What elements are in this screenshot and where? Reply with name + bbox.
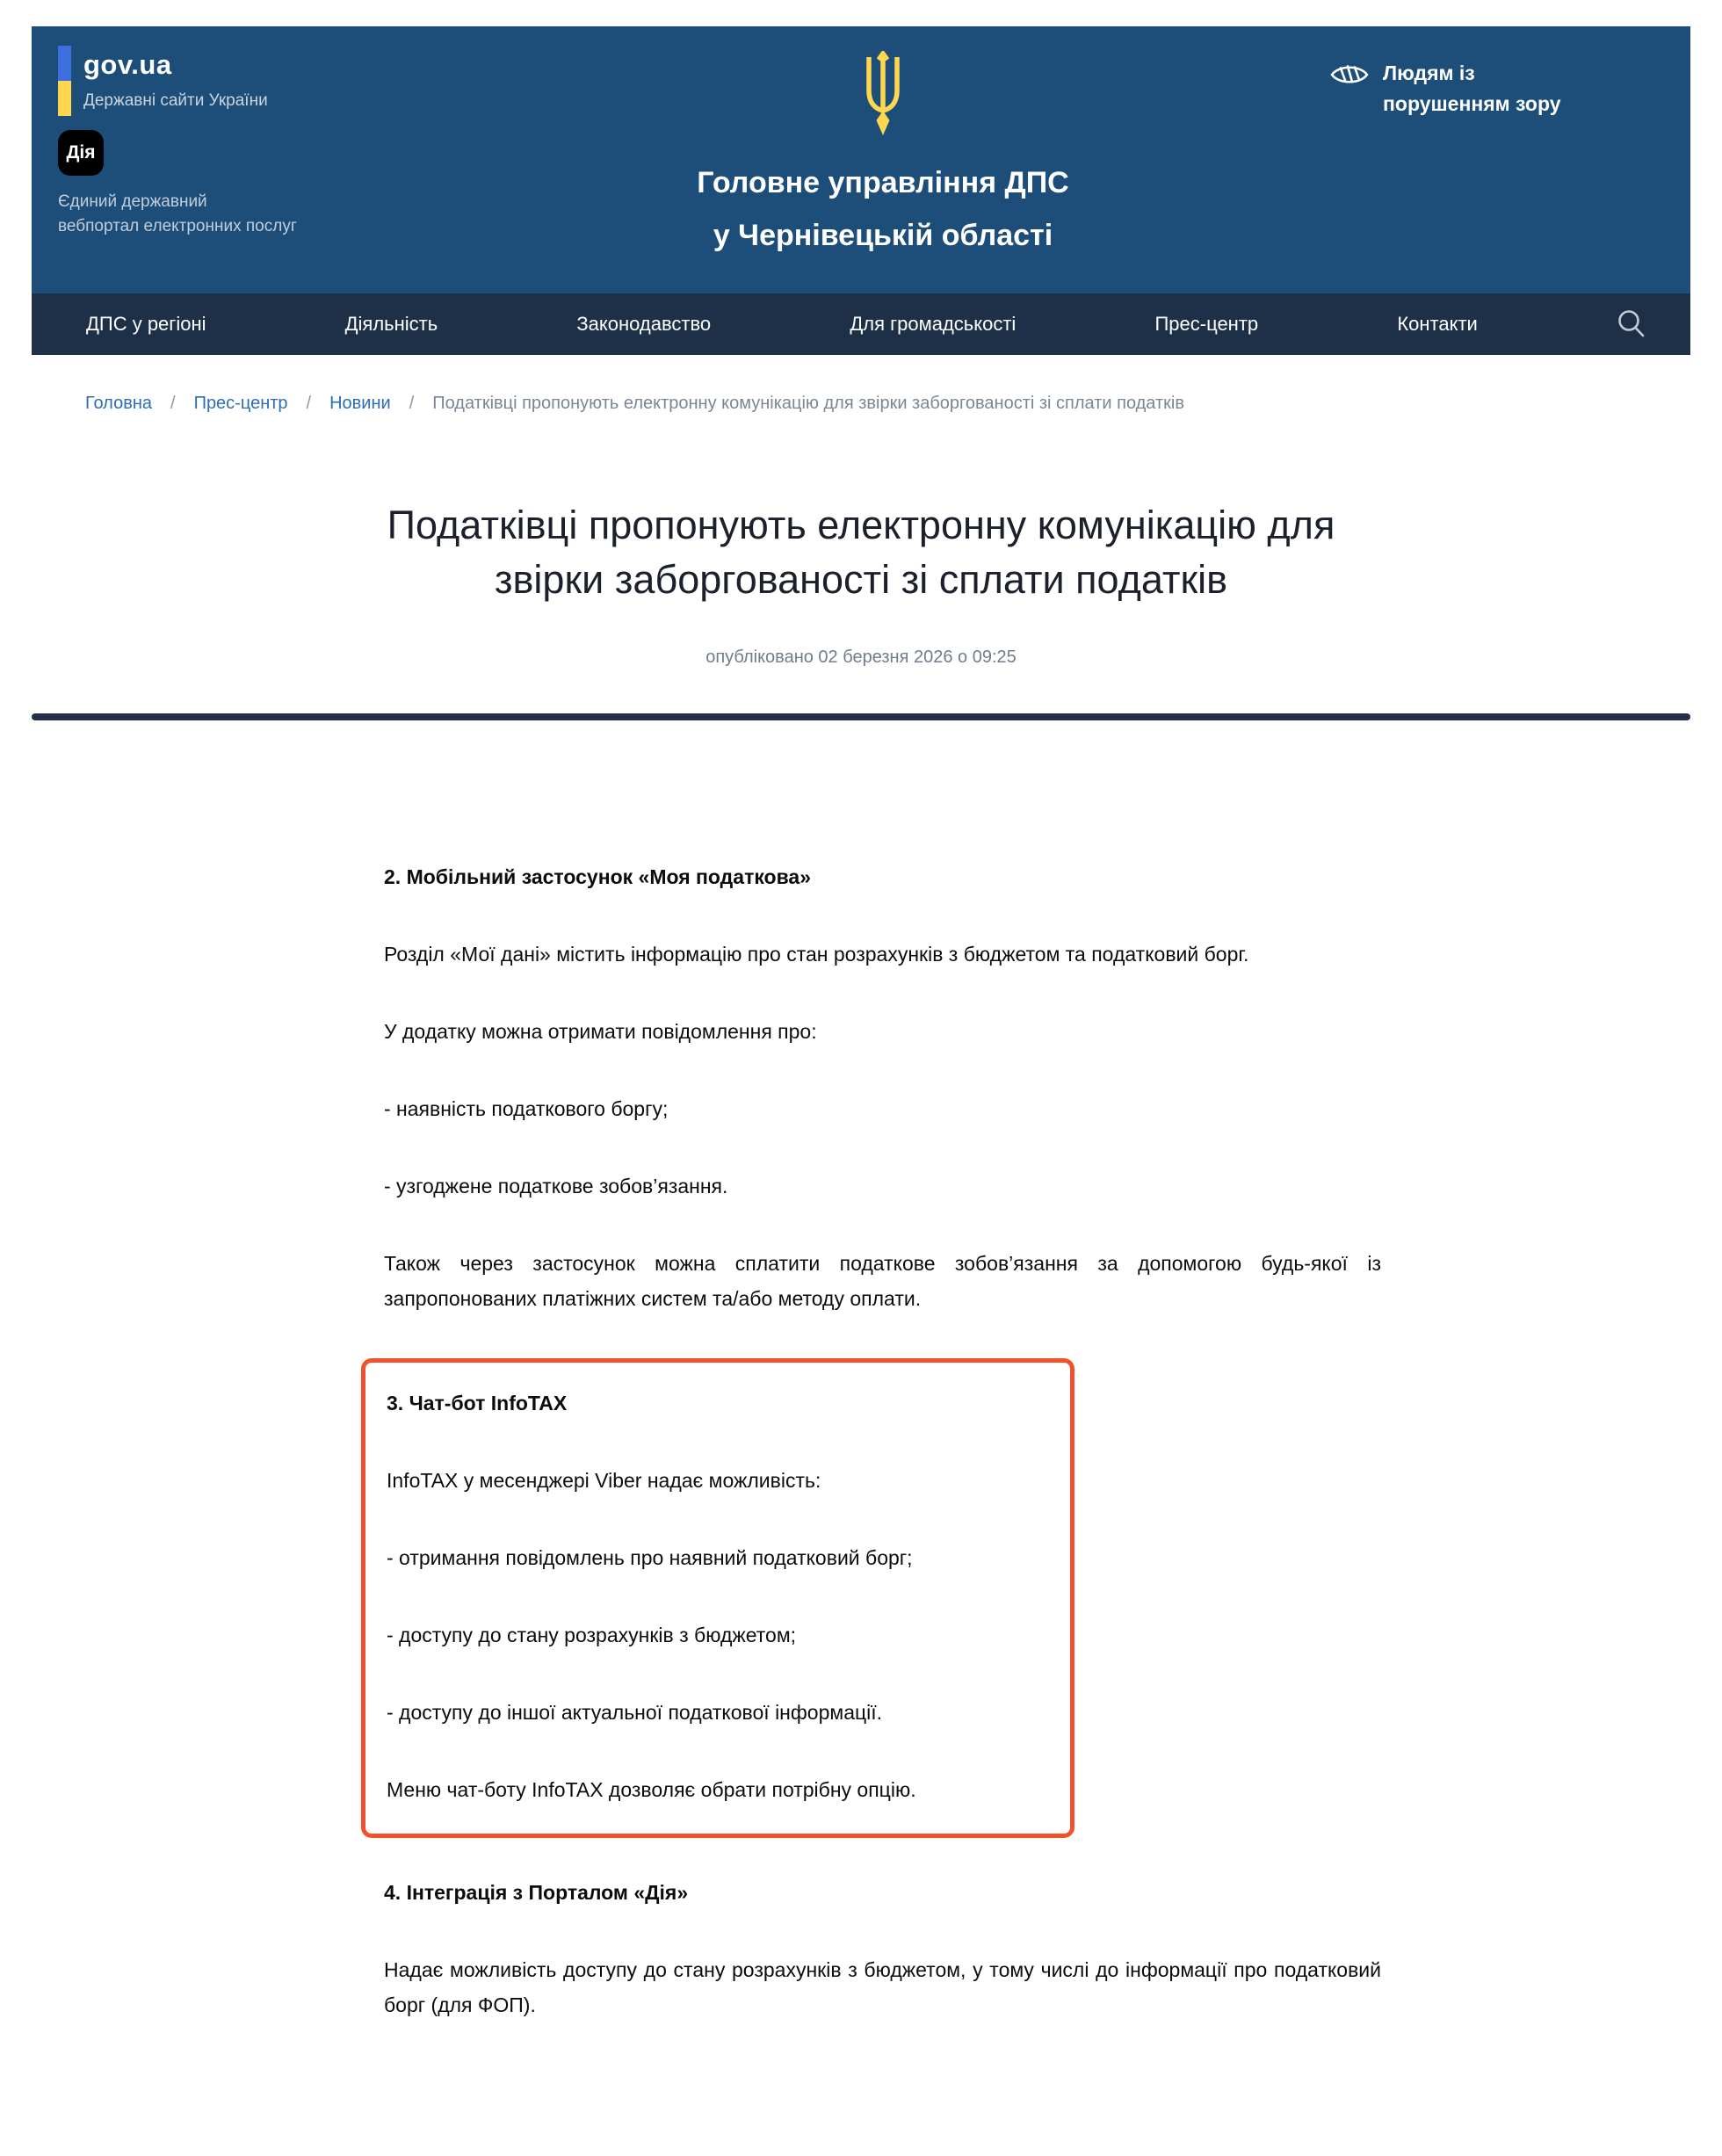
header-left xyxy=(58,46,436,293)
paragraph: Надає можливість доступу до стану розрахунків з бюджетом, у тому числі до інформації про податковий борг (для ФОП). xyxy=(384,1958,1381,2016)
trident-coat-of-arms-icon xyxy=(856,51,910,142)
breadcrumb-separator: / xyxy=(306,394,312,413)
list-item: - доступу до стану розрахунків з бюджетом; xyxy=(387,1624,797,1646)
list-item: - узгоджене податкове зобов’язання. xyxy=(384,1175,728,1197)
diia-block xyxy=(58,130,436,239)
nav-item-dps-region[interactable]: ДПС у регіоні xyxy=(86,313,206,335)
site-header xyxy=(32,26,1690,293)
section-mobile-app xyxy=(384,859,1381,1316)
govua-logo[interactable] xyxy=(58,46,436,116)
section-heading: 2. Мобільний застосунок «Моя податкова» xyxy=(384,865,812,888)
nav-item-activity[interactable]: Діяльність xyxy=(344,313,438,335)
title-divider xyxy=(32,713,1690,720)
diia-caption xyxy=(58,190,436,239)
breadcrumb-separator: / xyxy=(409,394,415,413)
breadcrumb xyxy=(85,394,1690,414)
org-title xyxy=(697,156,1068,262)
infotax-highlight-box xyxy=(361,1358,1074,1838)
main-nav xyxy=(32,293,1690,355)
govua-subtitle: Державні сайти України xyxy=(83,91,268,110)
search-icon xyxy=(1617,308,1646,340)
paragraph: У додатку можна отримати повідомлення про: xyxy=(384,1020,817,1043)
nav-item-legislation[interactable]: Законодавство xyxy=(576,313,712,335)
breadcrumb-current-page: Податківці пропонують електронну комунікацію для звірки заборгованості зі сплати податків xyxy=(432,394,1184,413)
article xyxy=(0,498,1722,2022)
breadcrumb-news[interactable]: Новини xyxy=(329,394,391,413)
org-title-line2: у Чернівецькій області xyxy=(713,219,1053,252)
list-item: - наявність податкового боргу; xyxy=(384,1097,669,1120)
paragraph: Меню чат-боту InfoTAX дозволяє обрати потрібну опцію. xyxy=(387,1778,916,1801)
low-vision-eye-icon xyxy=(1330,61,1369,88)
nav-item-public[interactable]: Для громадськості xyxy=(850,313,1017,335)
list-item: - доступу до іншої актуальної податкової інформації. xyxy=(387,1701,883,1724)
breadcrumb-separator: / xyxy=(170,394,176,413)
org-title-line1: Головне управління ДПС xyxy=(697,166,1069,199)
breadcrumb-home[interactable]: Головна xyxy=(85,394,152,413)
diia-app-icon[interactable] xyxy=(58,130,104,176)
ukraine-flag-icon xyxy=(58,46,71,116)
diia-logo-text: Дія xyxy=(66,142,96,163)
diia-caption-line2: вебпортал електронних послуг xyxy=(58,217,297,235)
paragraph: Розділ «Мої дані» містить інформацію про стан розрахунків з бюджетом та податковий борг. xyxy=(384,943,1249,966)
accessibility-label-line1: Людям із xyxy=(1383,61,1475,84)
section-diia-portal xyxy=(384,1875,1381,2022)
nav-item-contacts[interactable]: Контакти xyxy=(1397,313,1478,335)
accessibility-toggle[interactable] xyxy=(1330,46,1655,293)
search-button[interactable] xyxy=(1617,308,1646,340)
nav-item-press-center[interactable]: Прес-центр xyxy=(1154,313,1259,335)
accessibility-label-line2: порушенням зору xyxy=(1383,92,1561,115)
accessibility-label xyxy=(1383,58,1561,293)
diia-caption-line1: Єдиний державний xyxy=(58,192,207,211)
paragraph: Також через застосунок можна сплатити податкове зобов’язання за допомогою будь-якої із запропонованих платіжних систем та/або методу оплати. xyxy=(384,1252,1381,1310)
list-item: - отримання повідомлень про наявний податковий борг; xyxy=(387,1546,913,1569)
article-title: Податківці пропонують електронну комунікацію для звірки заборгованості зі сплати податків xyxy=(387,503,1335,602)
section-heading: 3. Чат-бот InfoTAX xyxy=(387,1392,568,1414)
govua-title: gov.ua xyxy=(83,49,172,80)
paragraph: InfoTAX у месенджері Viber надає можливість: xyxy=(387,1469,821,1492)
header-center xyxy=(436,46,1330,293)
article-body xyxy=(384,859,1381,2022)
breadcrumb-press-center[interactable]: Прес-центр xyxy=(193,394,288,413)
published-date: опубліковано 02 березня 2026 о 09:25 xyxy=(705,648,1017,667)
section-heading: 4. Інтеграція з Порталом «Дія» xyxy=(384,1881,689,1904)
